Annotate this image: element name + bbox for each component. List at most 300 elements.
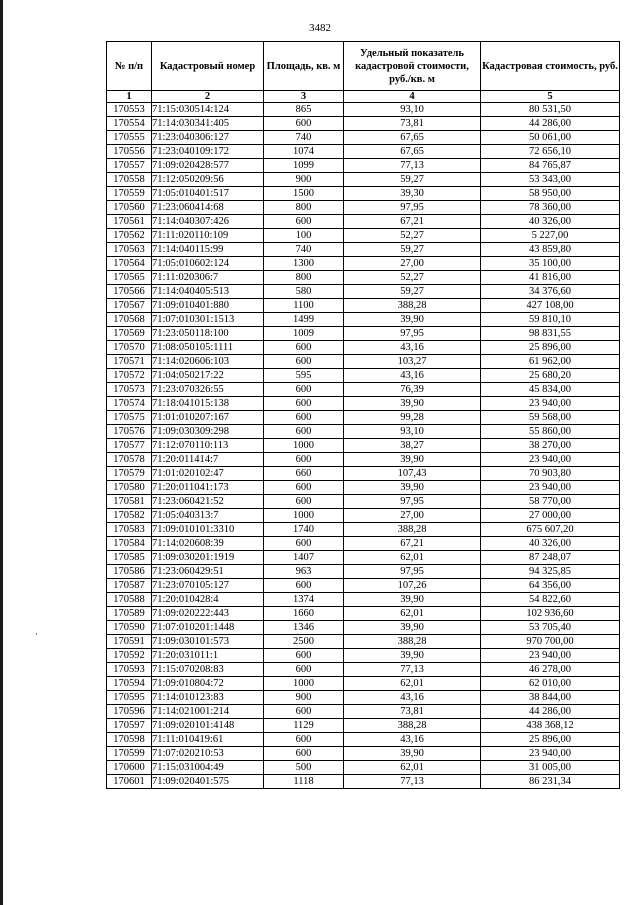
unit-value-cell: 62,01 <box>344 551 481 565</box>
unit-value-cell: 67,65 <box>344 131 481 145</box>
cadastral-cost-cell: 27 000,00 <box>481 509 620 523</box>
cadastral-number-cell: 71:14:040405:513 <box>152 285 264 299</box>
row-number-cell: 170562 <box>107 229 152 243</box>
cadastral-cost-cell: 5 227,00 <box>481 229 620 243</box>
cadastral-number-cell: 71:23:050118:100 <box>152 327 264 341</box>
area-cell: 963 <box>264 565 344 579</box>
row-number-cell: 170592 <box>107 649 152 663</box>
table-row <box>107 103 620 117</box>
area-cell: 600 <box>264 495 344 509</box>
row-number-cell: 170565 <box>107 271 152 285</box>
area-cell: 1500 <box>264 187 344 201</box>
area-cell: 1100 <box>264 299 344 313</box>
cadastral-cost-cell: 62 010,00 <box>481 677 620 691</box>
cadastral-cost-cell: 34 376,60 <box>481 285 620 299</box>
row-number-cell: 170558 <box>107 173 152 187</box>
area-cell: 1000 <box>264 677 344 691</box>
unit-value-cell: 43,16 <box>344 369 481 383</box>
cadastral-number-cell: 71:09:010101:3310 <box>152 523 264 537</box>
header-cadastral-number: Кадастровый номер <box>152 42 264 91</box>
unit-value-cell: 73,81 <box>344 117 481 131</box>
area-cell: 1000 <box>264 509 344 523</box>
row-number-cell: 170588 <box>107 593 152 607</box>
area-cell: 900 <box>264 691 344 705</box>
table-row <box>107 229 620 243</box>
unit-value-cell: 388,28 <box>344 719 481 733</box>
cadastral-cost-cell: 23 940,00 <box>481 397 620 411</box>
row-number-cell: 170595 <box>107 691 152 705</box>
area-cell: 500 <box>264 761 344 775</box>
row-number-cell: 170557 <box>107 159 152 173</box>
row-number-cell: 170601 <box>107 775 152 789</box>
unit-value-cell: 99,28 <box>344 411 481 425</box>
cadastral-number-cell: 71:14:010123:83 <box>152 691 264 705</box>
cadastral-number-cell: 71:14:030341:405 <box>152 117 264 131</box>
unit-value-cell: 97,95 <box>344 327 481 341</box>
table-row <box>107 187 620 201</box>
cadastral-cost-cell: 59 568,00 <box>481 411 620 425</box>
unit-value-cell: 38,27 <box>344 439 481 453</box>
row-number-cell: 170579 <box>107 467 152 481</box>
cadastral-number-cell: 71:14:020608:39 <box>152 537 264 551</box>
cadastral-number-cell: 71:23:060414:68 <box>152 201 264 215</box>
cadastral-cost-cell: 31 005,00 <box>481 761 620 775</box>
area-cell: 1660 <box>264 607 344 621</box>
unit-value-cell: 388,28 <box>344 523 481 537</box>
cadastral-cost-cell: 58 770,00 <box>481 495 620 509</box>
unit-value-cell: 39,90 <box>344 621 481 635</box>
row-number-cell: 170598 <box>107 733 152 747</box>
table-row <box>107 481 620 495</box>
scan-speck <box>36 633 37 635</box>
cadastral-cost-cell: 72 656,10 <box>481 145 620 159</box>
unit-value-cell: 73,81 <box>344 705 481 719</box>
area-cell: 1129 <box>264 719 344 733</box>
cadastral-number-cell: 71:01:010207:167 <box>152 411 264 425</box>
row-number-cell: 170561 <box>107 215 152 229</box>
table-row <box>107 439 620 453</box>
unit-value-cell: 103,27 <box>344 355 481 369</box>
unit-value-cell: 39,30 <box>344 187 481 201</box>
table-row <box>107 453 620 467</box>
row-number-cell: 170584 <box>107 537 152 551</box>
cadastral-cost-cell: 64 356,00 <box>481 579 620 593</box>
area-cell: 800 <box>264 201 344 215</box>
area-cell: 600 <box>264 355 344 369</box>
cadastral-number-cell: 71:09:030201:1919 <box>152 551 264 565</box>
cadastral-cost-cell: 970 700,00 <box>481 635 620 649</box>
row-number-cell: 170589 <box>107 607 152 621</box>
scan-left-edge <box>0 0 3 905</box>
cadastral-number-cell: 71:09:030309:298 <box>152 425 264 439</box>
cadastral-cost-cell: 46 278,00 <box>481 663 620 677</box>
cadastral-number-cell: 71:05:040313:7 <box>152 509 264 523</box>
cadastral-cost-cell: 40 326,00 <box>481 537 620 551</box>
row-number-cell: 170560 <box>107 201 152 215</box>
cadastral-cost-cell: 44 286,00 <box>481 705 620 719</box>
row-number-cell: 170553 <box>107 103 152 117</box>
cadastral-number-cell: 71:11:020110:109 <box>152 229 264 243</box>
cadastral-cost-cell: 44 286,00 <box>481 117 620 131</box>
cadastral-cost-cell: 38 844,00 <box>481 691 620 705</box>
row-number-cell: 170582 <box>107 509 152 523</box>
area-cell: 1074 <box>264 145 344 159</box>
table-row <box>107 733 620 747</box>
area-cell: 595 <box>264 369 344 383</box>
unit-value-cell: 39,90 <box>344 397 481 411</box>
area-cell: 740 <box>264 131 344 145</box>
cadastral-number-cell: 71:18:041015:138 <box>152 397 264 411</box>
area-cell: 100 <box>264 229 344 243</box>
cadastral-cost-cell: 55 860,00 <box>481 425 620 439</box>
row-number-cell: 170577 <box>107 439 152 453</box>
table-row <box>107 509 620 523</box>
row-number-cell: 170563 <box>107 243 152 257</box>
cadastral-number-cell: 71:09:010401:880 <box>152 299 264 313</box>
cadastral-cost-cell: 40 326,00 <box>481 215 620 229</box>
row-number-cell: 170580 <box>107 481 152 495</box>
area-cell: 1740 <box>264 523 344 537</box>
table-row <box>107 117 620 131</box>
table-body <box>107 103 620 789</box>
row-number-cell: 170578 <box>107 453 152 467</box>
table-row <box>107 607 620 621</box>
area-cell: 600 <box>264 579 344 593</box>
row-number-cell: 170594 <box>107 677 152 691</box>
table-row <box>107 131 620 145</box>
page-number: 3482 <box>309 22 331 34</box>
row-number-cell: 170583 <box>107 523 152 537</box>
unit-value-cell: 39,90 <box>344 453 481 467</box>
area-cell: 1346 <box>264 621 344 635</box>
cadastral-cost-cell: 675 607,20 <box>481 523 620 537</box>
row-number-cell: 170559 <box>107 187 152 201</box>
row-number-cell: 170597 <box>107 719 152 733</box>
row-number-cell: 170566 <box>107 285 152 299</box>
unit-value-cell: 67,21 <box>344 537 481 551</box>
row-number-cell: 170570 <box>107 341 152 355</box>
table-row <box>107 243 620 257</box>
unit-value-cell: 77,13 <box>344 159 481 173</box>
cadastral-number-cell: 71:09:010804:72 <box>152 677 264 691</box>
area-cell: 2500 <box>264 635 344 649</box>
column-number-4: 4 <box>344 91 481 103</box>
cadastral-cost-cell: 54 822,60 <box>481 593 620 607</box>
cadastral-number-cell: 71:20:011041:173 <box>152 481 264 495</box>
unit-value-cell: 39,90 <box>344 313 481 327</box>
cadastral-number-cell: 71:11:010419:61 <box>152 733 264 747</box>
unit-value-cell: 27,00 <box>344 509 481 523</box>
cadastral-number-cell: 71:15:030514:124 <box>152 103 264 117</box>
area-cell: 600 <box>264 117 344 131</box>
area-cell: 600 <box>264 411 344 425</box>
cadastral-number-cell: 71:05:010401:517 <box>152 187 264 201</box>
table-row <box>107 341 620 355</box>
unit-value-cell: 67,65 <box>344 145 481 159</box>
cadastral-number-cell: 71:09:020222:443 <box>152 607 264 621</box>
table-row <box>107 369 620 383</box>
unit-value-cell: 77,13 <box>344 775 481 789</box>
row-number-cell: 170574 <box>107 397 152 411</box>
area-cell: 900 <box>264 173 344 187</box>
table-row <box>107 159 620 173</box>
area-cell: 1118 <box>264 775 344 789</box>
table-row <box>107 467 620 481</box>
cadastral-cost-cell: 70 903,80 <box>481 467 620 481</box>
cadastral-number-cell: 71:20:011414:7 <box>152 453 264 467</box>
row-number-cell: 170569 <box>107 327 152 341</box>
area-cell: 600 <box>264 747 344 761</box>
cadastral-cost-cell: 427 108,00 <box>481 299 620 313</box>
table-row <box>107 705 620 719</box>
cadastral-number-cell: 71:11:020306:7 <box>152 271 264 285</box>
unit-value-cell: 93,10 <box>344 103 481 117</box>
table-row <box>107 215 620 229</box>
unit-value-cell: 77,13 <box>344 663 481 677</box>
row-number-cell: 170587 <box>107 579 152 593</box>
table-row <box>107 747 620 761</box>
cadastral-cost-cell: 35 100,00 <box>481 257 620 271</box>
unit-value-cell: 52,27 <box>344 271 481 285</box>
unit-value-cell: 27,00 <box>344 257 481 271</box>
cadastral-number-cell: 71:14:021001:214 <box>152 705 264 719</box>
table-row <box>107 271 620 285</box>
row-number-cell: 170596 <box>107 705 152 719</box>
table-row <box>107 397 620 411</box>
row-number-cell: 170585 <box>107 551 152 565</box>
cadastral-value-table <box>106 41 620 789</box>
cadastral-cost-cell: 86 231,34 <box>481 775 620 789</box>
table-row <box>107 313 620 327</box>
table-row <box>107 145 620 159</box>
row-number-cell: 170590 <box>107 621 152 635</box>
table-row <box>107 537 620 551</box>
table-row <box>107 257 620 271</box>
cadastral-cost-cell: 58 950,00 <box>481 187 620 201</box>
table-row <box>107 593 620 607</box>
cadastral-cost-cell: 84 765,87 <box>481 159 620 173</box>
row-number-cell: 170567 <box>107 299 152 313</box>
area-cell: 600 <box>264 733 344 747</box>
cadastral-cost-cell: 53 343,00 <box>481 173 620 187</box>
table-header-row <box>107 42 620 91</box>
unit-value-cell: 62,01 <box>344 677 481 691</box>
cadastral-cost-cell: 61 962,00 <box>481 355 620 369</box>
cadastral-cost-cell: 80 531,50 <box>481 103 620 117</box>
header-area: Площадь, кв. м <box>264 42 344 91</box>
cadastral-number-cell: 71:14:020606:103 <box>152 355 264 369</box>
area-cell: 1374 <box>264 593 344 607</box>
row-number-cell: 170599 <box>107 747 152 761</box>
area-cell: 600 <box>264 663 344 677</box>
cadastral-number-cell: 71:23:040109:172 <box>152 145 264 159</box>
cadastral-number-cell: 71:20:031011:1 <box>152 649 264 663</box>
cadastral-cost-cell: 23 940,00 <box>481 649 620 663</box>
unit-value-cell: 39,90 <box>344 649 481 663</box>
cadastral-cost-cell: 38 270,00 <box>481 439 620 453</box>
unit-value-cell: 43,16 <box>344 733 481 747</box>
unit-value-cell: 97,95 <box>344 565 481 579</box>
row-number-cell: 170568 <box>107 313 152 327</box>
cadastral-number-cell: 71:20:010428:4 <box>152 593 264 607</box>
unit-value-cell: 59,27 <box>344 243 481 257</box>
cadastral-number-cell: 71:09:020101:4148 <box>152 719 264 733</box>
table-row <box>107 775 620 789</box>
table-row <box>107 663 620 677</box>
table-row <box>107 649 620 663</box>
cadastral-number-cell: 71:23:060421:52 <box>152 495 264 509</box>
row-number-cell: 170572 <box>107 369 152 383</box>
area-cell: 600 <box>264 341 344 355</box>
unit-value-cell: 62,01 <box>344 761 481 775</box>
row-number-cell: 170564 <box>107 257 152 271</box>
area-cell: 600 <box>264 481 344 495</box>
unit-value-cell: 107,43 <box>344 467 481 481</box>
table-row <box>107 691 620 705</box>
header-unit-value: Удельный показатель кадастровой стоимости, руб./кв. м <box>344 42 481 91</box>
unit-value-cell: 67,21 <box>344 215 481 229</box>
area-cell: 865 <box>264 103 344 117</box>
table-row <box>107 285 620 299</box>
cadastral-number-cell: 71:04:050217:22 <box>152 369 264 383</box>
cadastral-number-cell: 71:23:040306:127 <box>152 131 264 145</box>
column-number-1: 1 <box>107 91 152 103</box>
area-cell: 600 <box>264 453 344 467</box>
unit-value-cell: 43,16 <box>344 691 481 705</box>
area-cell: 1009 <box>264 327 344 341</box>
column-number-2: 2 <box>152 91 264 103</box>
unit-value-cell: 59,27 <box>344 173 481 187</box>
column-number-3: 3 <box>264 91 344 103</box>
cadastral-number-cell: 71:12:050209:56 <box>152 173 264 187</box>
cadastral-number-cell: 71:09:030101:573 <box>152 635 264 649</box>
cadastral-cost-cell: 25 896,00 <box>481 733 620 747</box>
area-cell: 1499 <box>264 313 344 327</box>
area-cell: 1407 <box>264 551 344 565</box>
cadastral-number-cell: 71:07:010201:1448 <box>152 621 264 635</box>
table-row <box>107 327 620 341</box>
cadastral-cost-cell: 87 248,07 <box>481 551 620 565</box>
area-cell: 600 <box>264 537 344 551</box>
table-row <box>107 355 620 369</box>
unit-value-cell: 388,28 <box>344 299 481 313</box>
header-cadastral-cost: Кадастровая стоимость, руб. <box>481 42 620 91</box>
row-number-cell: 170593 <box>107 663 152 677</box>
table-row <box>107 411 620 425</box>
cadastral-cost-cell: 25 680,20 <box>481 369 620 383</box>
table-row <box>107 761 620 775</box>
area-cell: 580 <box>264 285 344 299</box>
cadastral-number-cell: 71:07:010301:1513 <box>152 313 264 327</box>
area-cell: 800 <box>264 271 344 285</box>
table-row <box>107 299 620 313</box>
cadastral-number-cell: 71:05:010602:124 <box>152 257 264 271</box>
area-cell: 660 <box>264 467 344 481</box>
table-row <box>107 495 620 509</box>
unit-value-cell: 107,26 <box>344 579 481 593</box>
table-row <box>107 383 620 397</box>
cadastral-cost-cell: 53 705,40 <box>481 621 620 635</box>
cadastral-number-cell: 71:08:050105:1111 <box>152 341 264 355</box>
cadastral-cost-cell: 45 834,00 <box>481 383 620 397</box>
cadastral-cost-cell: 43 859,80 <box>481 243 620 257</box>
area-cell: 600 <box>264 397 344 411</box>
row-number-cell: 170556 <box>107 145 152 159</box>
row-number-cell: 170571 <box>107 355 152 369</box>
cadastral-cost-cell: 50 061,00 <box>481 131 620 145</box>
cadastral-number-cell: 71:15:031004:49 <box>152 761 264 775</box>
cadastral-cost-cell: 438 368,12 <box>481 719 620 733</box>
unit-value-cell: 43,16 <box>344 341 481 355</box>
row-number-cell: 170576 <box>107 425 152 439</box>
unit-value-cell: 39,90 <box>344 593 481 607</box>
table-row <box>107 719 620 733</box>
cadastral-cost-cell: 41 816,00 <box>481 271 620 285</box>
table-row <box>107 201 620 215</box>
row-number-cell: 170554 <box>107 117 152 131</box>
area-cell: 600 <box>264 705 344 719</box>
cadastral-cost-cell: 59 810,10 <box>481 313 620 327</box>
column-number-row <box>107 91 620 103</box>
column-number-5: 5 <box>481 91 620 103</box>
row-number-cell: 170575 <box>107 411 152 425</box>
cadastral-cost-cell: 102 936,60 <box>481 607 620 621</box>
row-number-cell: 170600 <box>107 761 152 775</box>
unit-value-cell: 76,39 <box>344 383 481 397</box>
area-cell: 740 <box>264 243 344 257</box>
cadastral-number-cell: 71:14:040307:426 <box>152 215 264 229</box>
cadastral-cost-cell: 23 940,00 <box>481 747 620 761</box>
unit-value-cell: 39,90 <box>344 747 481 761</box>
unit-value-cell: 93,10 <box>344 425 481 439</box>
unit-value-cell: 52,27 <box>344 229 481 243</box>
table-row <box>107 579 620 593</box>
unit-value-cell: 59,27 <box>344 285 481 299</box>
area-cell: 1000 <box>264 439 344 453</box>
cadastral-cost-cell: 98 831,55 <box>481 327 620 341</box>
table-row <box>107 565 620 579</box>
table-row <box>107 621 620 635</box>
table-row <box>107 677 620 691</box>
area-cell: 600 <box>264 649 344 663</box>
area-cell: 600 <box>264 383 344 397</box>
cadastral-cost-cell: 78 360,00 <box>481 201 620 215</box>
unit-value-cell: 388,28 <box>344 635 481 649</box>
cadastral-number-cell: 71:12:070110:113 <box>152 439 264 453</box>
cadastral-number-cell: 71:09:020401:575 <box>152 775 264 789</box>
area-cell: 600 <box>264 215 344 229</box>
cadastral-number-cell: 71:14:040115:99 <box>152 243 264 257</box>
row-number-cell: 170573 <box>107 383 152 397</box>
row-number-cell: 170591 <box>107 635 152 649</box>
row-number-cell: 170581 <box>107 495 152 509</box>
header-row-number: № п/п <box>107 42 152 91</box>
table-row <box>107 425 620 439</box>
unit-value-cell: 97,95 <box>344 495 481 509</box>
cadastral-number-cell: 71:23:070105:127 <box>152 579 264 593</box>
unit-value-cell: 39,90 <box>344 481 481 495</box>
row-number-cell: 170555 <box>107 131 152 145</box>
cadastral-number-cell: 71:15:070208:83 <box>152 663 264 677</box>
cadastral-number-cell: 71:01:020102:47 <box>152 467 264 481</box>
table-row <box>107 635 620 649</box>
cadastral-cost-cell: 25 896,00 <box>481 341 620 355</box>
table-row <box>107 551 620 565</box>
cadastral-number-cell: 71:23:070326:55 <box>152 383 264 397</box>
cadastral-cost-cell: 23 940,00 <box>481 481 620 495</box>
row-number-cell: 170586 <box>107 565 152 579</box>
unit-value-cell: 62,01 <box>344 607 481 621</box>
